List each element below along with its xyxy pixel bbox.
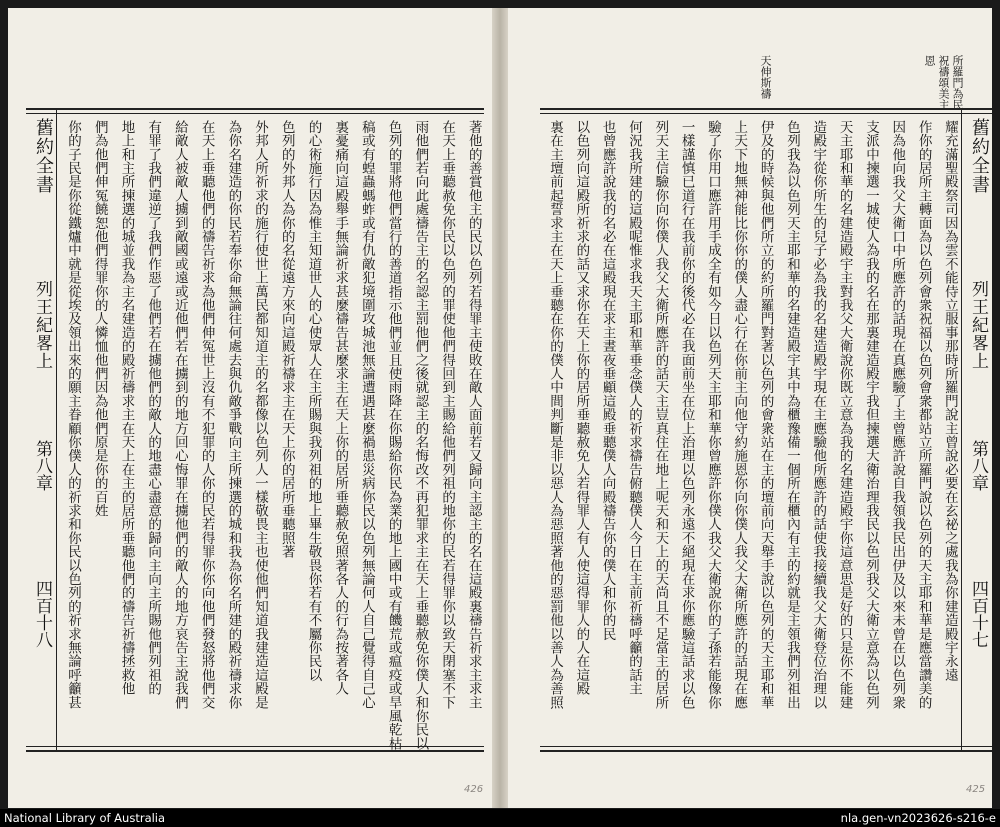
handwritten-page-number: 426 [464, 784, 484, 795]
chapter-title: 列王紀畧上 [968, 280, 988, 370]
text-column: 因為他向我父大衛口中所應許的話現在真應驗了主曾應許說自我領我民出伊及以來未曾在以色列衆 [889, 120, 906, 710]
chapter-title: 列王紀畧上 [32, 280, 52, 370]
text-column: 你的子民是你從鐵爐中就是從埃及領出來的願主眷顧你僕人的祈求和你民以色列的祈求無論呼籲甚 [65, 120, 81, 710]
text-column: 在天上垂聽他們的禱告祈求為他們伸冤世上沒有不犯罪的人你的民若得罪你你向他們發怒將他們交 [198, 120, 215, 710]
right-margin-column [961, 110, 992, 750]
text-column: 一樣謹慎已道行在我前你的後代必在我面前坐在位上治理以色列永遠不絕現在求你應驗這話求以色 [678, 120, 695, 710]
text-column: 也曾應許說我的名必在這殿現在求主晝夜垂顧這殿垂聽僕人向殿禱告你的僕人和你的民 [599, 120, 616, 641]
page-number: 四百十八 [32, 580, 52, 648]
text-column: 驗了你用口應許用手成全有如今日以色列天主耶和華你曾應許你僕人我父大衛說你的子孫若能像你 [704, 120, 721, 710]
text-column: 以色列向這殿所祈求的話又求你在天上你的居所垂聽赦免人若得罪人有人使這得罪人的人在這殿 [573, 120, 590, 696]
footer-bar [0, 809, 1000, 827]
footer-library-name: National Library of Australia [4, 811, 166, 825]
text-column: 色列的外邦人為你的名從遠方來向這殿祈禱求主在天上你的居所垂聽照著 [278, 120, 295, 559]
text-column: 支派中揀選一城使人為我的名在那裏建造殿宇我但揀選大衛治理我民以色列我父大衛立意為以色列 [862, 120, 879, 710]
book-title: 舊約全書 [33, 118, 54, 194]
left-margin-column [26, 110, 57, 750]
text-column: 為你名建造的你民若奉你命無論往何處去與仇敵爭戰向主所揀選的城和我為你名所建的殿祈禱求你 [225, 120, 242, 710]
text-column: 伊及的時候與他們所立的約所羅門對著以色列的會衆站在主的壇前向天舉手說以色列的天主耶和華 [757, 120, 774, 710]
left-body-text [62, 120, 482, 751]
handwritten-page-number: 425 [966, 784, 986, 795]
text-column: 著他的善賞他主的民以色列若得罪主使敗在敵人面前若又歸向主認主的名在這殿裏禱告祈求主求主 [465, 120, 482, 710]
text-column: 上天下地無神能比你你的僕人盡心行在你前主向他守約施恩你向你僕人我父大衛所應許的話現在應 [731, 120, 748, 710]
text-column: 列天主信驗你向你僕人我父大衛所應許的話天主豈真住在地上呢天和天上的天尚且不足當主的居所 [652, 120, 669, 710]
marginal-note: 恩 [923, 55, 936, 66]
text-column: 裏憂痛向這殿舉手無論祈求甚麼禱告甚麼求主在天上你的居所垂聽赦免照著各人的行為按著各人 [332, 120, 349, 696]
text-column: 地上和主所揀選的城並我為主名建造的殿祈禱求主在天上在主的居所垂聽他們的禱告祈禱拯救他 [118, 120, 135, 696]
book-gutter [492, 8, 508, 808]
marginal-note: 祝禱頌美主 [937, 55, 950, 110]
page-number: 四百十七 [968, 580, 988, 648]
text-column: 在天上垂聽赦免你民以色列的罪使他們得回到主賜給他們列祖的地你的民若得罪你以致天閉塞不下 [439, 120, 456, 710]
marginal-note: 天伸斯禱 [759, 55, 772, 99]
text-column: 的心術施行因為惟主知道世人的心使眾人在主所賜與我列祖的地上畢生敬畏你若有不屬你民以 [305, 120, 322, 682]
text-column: 雨他們若向此處禱告主的名認主罰他們之後就認主的名悔改不再犯罪求主在天上垂聽赦免你僕人和你民以 [412, 120, 429, 751]
book-title: 舊約全書 [969, 118, 990, 194]
text-column: 何況我所建的這殿呢惟求我天主耶和華垂念僕人的祈求禱告俯聽僕人今日在主前祈禱呼籲的話主 [625, 120, 642, 696]
text-column: 稿或有蝗蟲螞蚱或有仇敵犯境圍攻城池無論遭遇甚麼禍患災病你民以色列無論何人自己覺得自己心 [358, 120, 375, 710]
text-column: 給敵人被敵人擄到敵國或遠或近他們若在擄到的地方回心悔罪在擄他們的敵人的地方哀告主說我們 [171, 120, 188, 710]
footer-identifier: nla.gen-vn2023626-s216-e [840, 811, 996, 825]
right-body-text [544, 120, 956, 740]
text-column: 天主耶和華的名建造殿宇主對我父大衛說你既立意為我的名建造殿宇你這意思是好的只是你不能建 [836, 120, 853, 710]
text-column: 色列的罪將他們當行的善道指示他們並且使雨降在你賜給你民為業的地上國中或有饑荒或瘟疫或旱風乾枯 [385, 120, 402, 751]
section-label: 第八章 [968, 440, 988, 491]
right-text-frame [540, 108, 992, 752]
left-text-frame [26, 108, 484, 752]
marginal-note: 所羅門為民 [951, 55, 964, 110]
text-column: 外邦人所祈求的施行使世上萬民都知道主的名都像以色列人一樣敬畏主也使他們知道我建造這殿是 [252, 120, 269, 710]
text-column: 們為他們伸冤饒恕他們得罪你的人憐恤他們因為他們原是你的百姓 [91, 120, 108, 518]
text-column: 造殿宇從你所生的兒子必為我的名建造殿宇現在主應驗他所應許的話使我接續我父大衛登位治理以 [810, 120, 827, 710]
section-label: 第八章 [32, 440, 52, 491]
text-column: 裏在主壇前起誓求主在天上垂聽在你的僕人中間判斷是非以惡人為惡照著他的惡罰他以善人為善照 [547, 120, 563, 710]
text-column: 耀充滿聖殿祭司因為雲不能侍立服事那時所羅門說主曾說必要在玄祕之處我為你建造殿宇永遠 [941, 120, 958, 682]
text-column: 色列我為以色列天主耶和華的名建造殿宇其中為櫃豫備一個所在櫃內有主的約就是主領我們列祖出 [783, 120, 800, 710]
text-column: 作你的居所主轉面為以色列會衆祝福以色列會衆都站立所羅門說以色列的天主耶和華是應當讚美的 [915, 120, 932, 710]
text-column: 有罪了我們違逆了我們作惡了他們若在擄他們的敵人的地盡心盡意的歸向主向主所賜他們列祖的 [145, 120, 162, 696]
